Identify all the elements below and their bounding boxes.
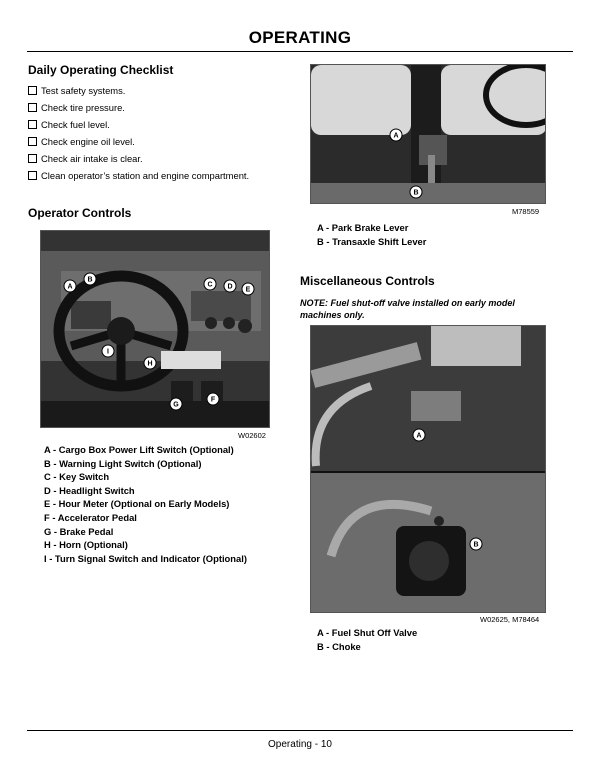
callout-b (470, 538, 482, 550)
note-text: NOTE: Fuel shut-off valve installed on early model machines only. (300, 298, 515, 320)
callout-h (144, 357, 156, 369)
svg-text:A: A (67, 283, 73, 291)
callout-b (410, 186, 422, 198)
svg-text:I: I (107, 348, 109, 356)
checklist-item: Clean operator’s station and engine compartment. (28, 167, 249, 184)
figure-id: M78559 (512, 207, 540, 216)
legend-item: I - Turn Signal Switch and Indicator (Optional) (44, 552, 247, 564)
legend-item: E - Hour Meter (Optional on Early Models) (44, 498, 230, 510)
page-title: OPERATING (248, 28, 352, 47)
legend-item: B - Transaxle Shift Lever (317, 235, 427, 247)
misc-controls-heading: Miscellaneous Controls (300, 274, 435, 288)
checklist (28, 82, 249, 184)
legend-item: A - Fuel Shut Off Valve (317, 627, 418, 638)
callout-a (390, 129, 402, 141)
checkbox-icon (28, 103, 37, 112)
callout-f (207, 393, 219, 405)
legend-item: A - Cargo Box Power Lift Switch (Optional) (44, 444, 234, 455)
legend-item: F - Accelerator Pedal (44, 511, 137, 523)
svg-text:E: E (245, 286, 251, 294)
callout-b (84, 273, 96, 285)
legend-item: A - Park Brake Lever (317, 222, 409, 233)
svg-text:C: C (207, 281, 213, 289)
checklist-item: Check fuel level. (28, 116, 249, 133)
operator-controls-heading: Operator Controls (28, 206, 132, 220)
figure-id: W02602 (238, 431, 266, 440)
misc-callouts (311, 326, 546, 613)
checklist-item: Test safety systems. (28, 82, 249, 99)
svg-text:A: A (393, 132, 399, 140)
callout-d (224, 280, 236, 292)
legend-item: H - Horn (Optional) (44, 539, 128, 551)
footer-divider (27, 730, 573, 731)
callout-a (64, 280, 76, 292)
figure-id: W02625, M78464 (480, 615, 540, 624)
misc-controls-photo (310, 325, 546, 613)
callout-e (242, 283, 254, 295)
checklist-item: Check air intake is clear. (28, 150, 249, 167)
checkbox-icon (28, 171, 37, 180)
svg-text:A: A (416, 432, 422, 440)
legend-item: C - Key Switch (44, 471, 110, 483)
legend-item: B - Warning Light Switch (Optional) (44, 457, 202, 469)
svg-text:H: H (147, 360, 153, 368)
checklist-item: Check tire pressure. (28, 99, 249, 116)
svg-text:B: B (473, 541, 479, 549)
svg-text:F: F (210, 396, 216, 404)
callout-a (413, 429, 425, 441)
operator-callouts (41, 231, 270, 428)
header-divider (27, 51, 573, 52)
svg-text:G: G (173, 401, 179, 409)
operator-controls-legend (44, 443, 247, 565)
checkbox-icon (28, 137, 37, 146)
legend-item: D - Headlight Switch (44, 484, 135, 496)
svg-text:D: D (227, 283, 233, 291)
checkbox-icon (28, 154, 37, 163)
checkbox-icon (28, 120, 37, 129)
svg-text:B: B (87, 276, 93, 284)
operator-controls-photo (40, 230, 270, 428)
checklist-item: Check engine oil level. (28, 133, 249, 150)
park-brake-photo (310, 64, 546, 204)
callout-i (102, 345, 114, 357)
legend-item: B - Choke (317, 640, 361, 652)
checklist-heading: Daily Operating Checklist (28, 63, 174, 77)
page-number: Operating - 10 (268, 739, 332, 750)
svg-text:B: B (413, 189, 419, 197)
legend-item: G - Brake Pedal (44, 525, 114, 537)
callout-g (170, 398, 182, 410)
callout-c (204, 278, 216, 290)
park-brake-callouts (311, 65, 546, 204)
park-brake-legend (317, 221, 426, 248)
misc-controls-legend (317, 626, 417, 653)
checkbox-icon (28, 86, 37, 95)
